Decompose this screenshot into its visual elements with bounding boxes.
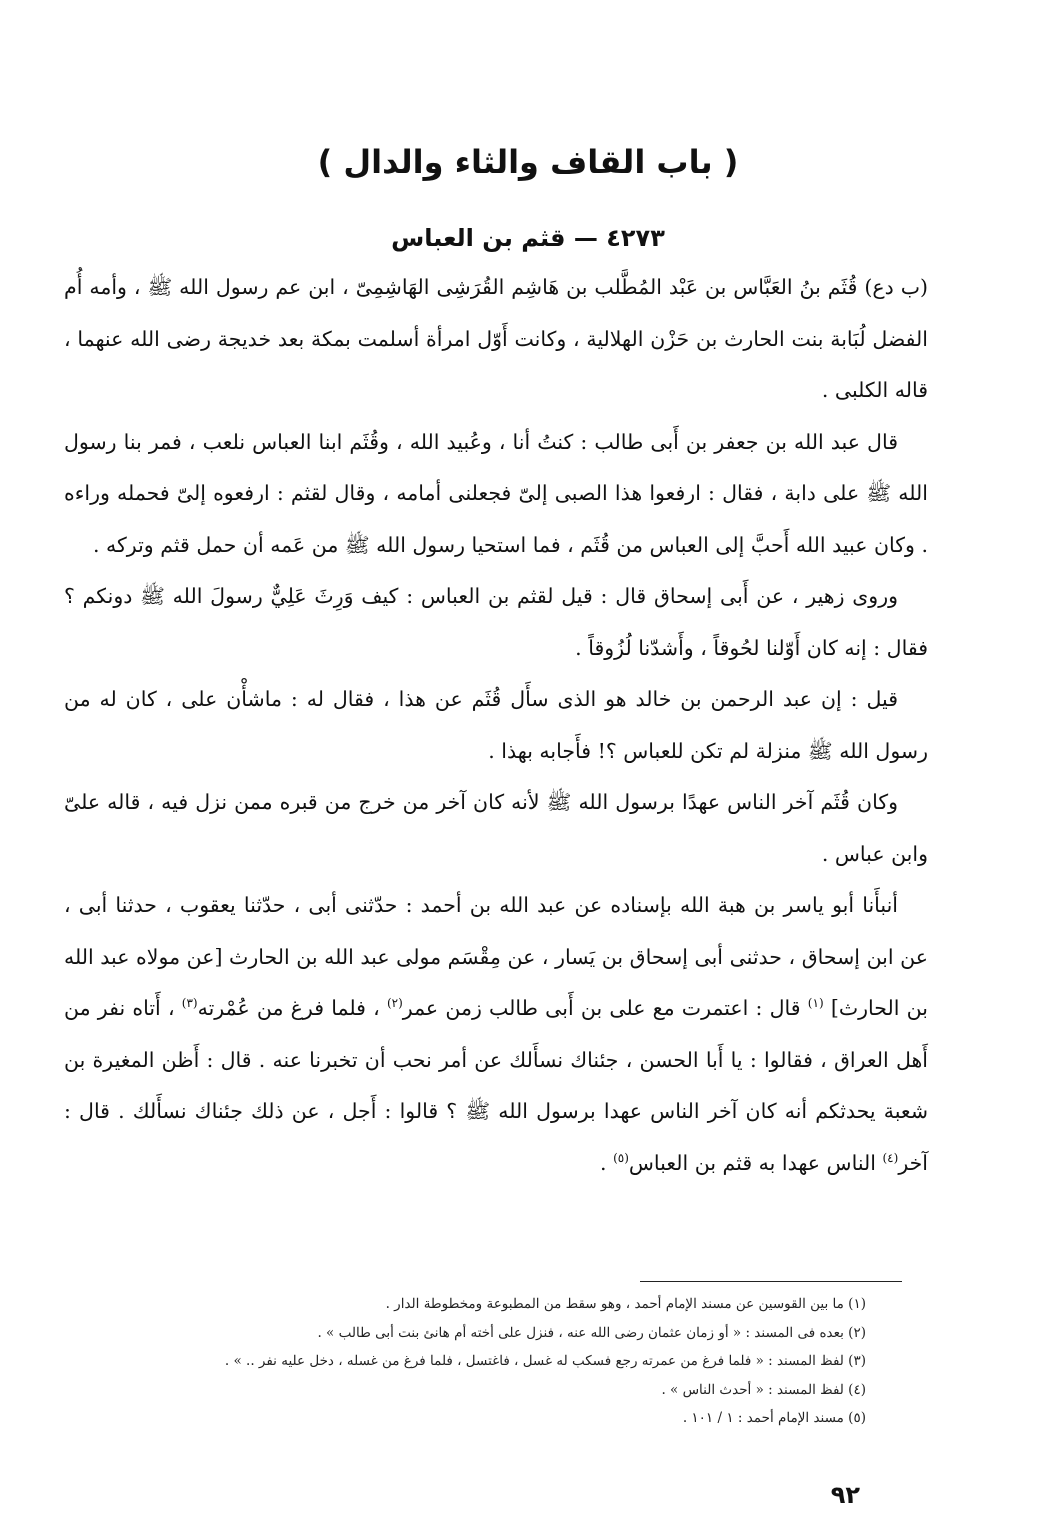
entry-heading <box>310 220 746 256</box>
isnad-text-2: قال : اعتمرت مع على بن أَبى طالب زمن عمر <box>402 996 801 1020</box>
footnote-1: (١) ما بين القوسين عن مسند الإمام أحمد ، وهو سقط من المطبوعة ومخطوطة الدار . <box>385 1296 866 1312</box>
footnote-3: (٣) لفظ المسند : « فلما فرغ من عمرته رجع فسكب له غسل ، فاغتسل ، فلما فرغ من غسله ، دخل عليه نفر .. » . <box>224 1353 866 1370</box>
paragraph-narration-jafar: قال عبد الله بن جعفر بن أَبى طالب : كنتُ أنا ، وعُبيد الله ، وقُثَم ابنا العباس نلعب ، فمر بنا رسول الله ﷺ على دابة ، فقال : ارفعوا هذا الصبى إلىّ فجعلنى أمامه ، وقال لقثم : ارفعوه إلىّ فحمله وراءه . وكان عبيد الله أَحبَّ إلى العباس من قُثَم ، فما استحيا رسول الله ﷺ من عَمه أن حمل قثم وتركه . <box>64 429 928 557</box>
paragraph-isnad <box>64 880 928 1189</box>
footnote-2: (٢) بعده فى المسند : « أو زمان عثمان رضى الله عنه ، فنزل على أخته أم هانئ بنت أبى طالب » . <box>317 1324 866 1341</box>
page-number: ٩٢ <box>830 1481 860 1509</box>
entry-dash: — <box>573 224 598 252</box>
footnote-ref-5: (٥) <box>613 1150 629 1165</box>
paragraph-last-to-leave-grave: وكان قُثَم آخر الناس عهدًا برسول الله ﷺ لأنه كان آخر من خرج من قبره ممن نزل فيه ، قاله علىّ وابن عباس . <box>64 790 928 866</box>
footnotes <box>64 1290 866 1433</box>
footnote-ref-3: (٣) <box>181 996 198 1011</box>
footnote-ref-1: (١) <box>807 996 824 1011</box>
paragraph-narration-zuhair: وروى زهير ، عن أَبى إسحاق قال : قيل لقثم بن العباس : كيف وَرِثَ عَلِيٌّ رسولَ الله ﷺ دونكم ؟ فقال : إنه كان أَوّلنا لحُوقاً ، وأَشدّنا لُزُوقاً . <box>64 584 928 660</box>
isnad-text-5: الناس عهدا به قثم بن العباس <box>628 1150 876 1175</box>
isnad-text-3: ، فلما فرغ من عُمْرته <box>197 996 380 1020</box>
isnad-text-1: أنبأَنا أبو ياسر بن هبة الله بإسناده عن عبد الله بن أحمد : حدّثنى أبى ، حدّثنا يعقوب ، حدثنا أبى ، عن ابن إسحاق ، حدثنى أبى إسحاق بن يَسار ، عن مِقْسَم مولى عبد الله بن الحارث [عن مولاه عبد الله بن الحارث] <box>64 893 928 1020</box>
paragraph-lineage: (ب دع) قُثَم بنُ العَبَّاس بن عَبْد المُطَّلب بن هَاشِم القُرَشِى الهَاشِمِىّ ، ابن عم رسول الله ﷺ ، وأمه أُم الفضل لُبَابة بنت الحارث بن حَزْن الهلالية ، وكانت أَوّل امرأة أسلمت بمكة بعد خديجة رضى الله عنهما ، قاله الكلبى . <box>64 275 928 402</box>
isnad-text-end: . <box>600 1150 607 1175</box>
footnote-4: (٤) لفظ المسند : « أحدث الناس » . <box>661 1381 866 1398</box>
body-text <box>64 262 928 1189</box>
footnote-5: (٥) مسند الإمام أحمد : ١ / ١٠١ . <box>682 1410 866 1427</box>
footnote-ref-4: (٤) <box>882 1150 899 1165</box>
isnad-text-4: ، أَتاه نفر من أَهل العراق ، فقالوا : يا أَبا الحسن ، جئناك نسأَلك عن أمر نحب أن تخبرنا عنه . قال : أَظن المغيرة بن شعبة يحدثكم أنه كان آخر الناس عهدا برسول الله ﷺ ؟ قالوا : أَجل ، عن ذلك جئناك نسأَلك . قال : آخر <box>64 996 928 1175</box>
entry-number: ٤٢٧٣ <box>606 224 665 252</box>
footnote-divider <box>640 1281 902 1282</box>
entry-name: قثم بن العباس <box>391 224 566 252</box>
footnote-ref-2: (٢) <box>386 996 403 1011</box>
chapter-title: ( باب القاف والثاء والدال ) <box>317 143 739 181</box>
paragraph-narration-abdulrahman: قيل : إن عبد الرحمن بن خالد هو الذى سأَل قُثَم عن هذا ، فقال له : ماشأْن على ، كان له من رسول الله ﷺ منزلة لم تكن للعباس ؟! فأَجابه بهذا . <box>64 687 928 763</box>
